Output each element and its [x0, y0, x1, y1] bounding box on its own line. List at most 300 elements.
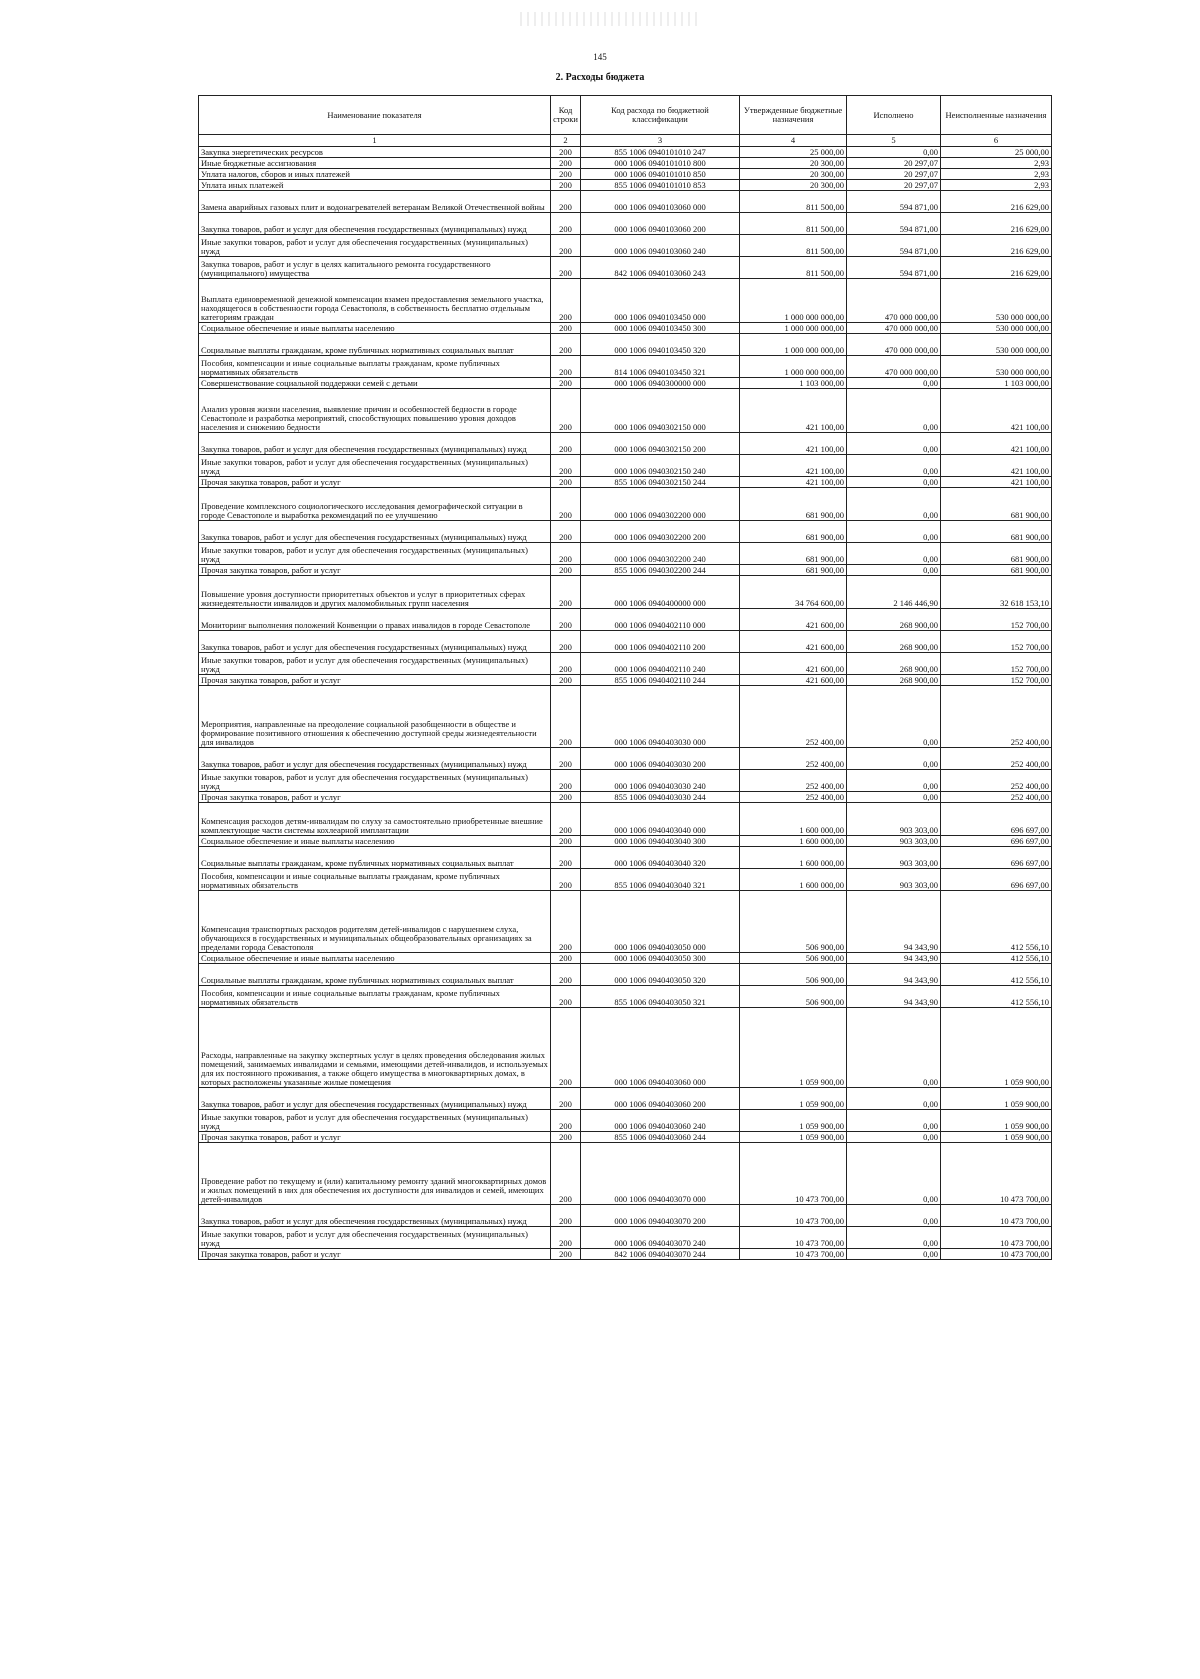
cell-executed: 0,00: [847, 1227, 941, 1249]
cell-line-code: 200: [551, 158, 581, 169]
table-row: [199, 609, 1052, 631]
cell-budget-code: 000 1006 0940403060 240: [581, 1110, 740, 1132]
cell-name: Прочая закупка товаров, работ и услуг: [199, 565, 551, 576]
table-row: [199, 1249, 1052, 1260]
header-name: Наименование показателя: [199, 96, 551, 135]
column-number: 3: [581, 135, 740, 147]
cell-name: Иные закупки товаров, работ и услуг для обеспечения государственных (муниципальных) нужд: [199, 1227, 551, 1249]
cell-approved: 252 400,00: [740, 770, 847, 792]
cell-line-code: 200: [551, 213, 581, 235]
cell-executed: 470 000 000,00: [847, 356, 941, 378]
cell-executed: 268 900,00: [847, 653, 941, 675]
cell-name: Прочая закупка товаров, работ и услуг: [199, 1132, 551, 1143]
cell-executed: 470 000 000,00: [847, 323, 941, 334]
cell-budget-code: 000 1006 0940403040 000: [581, 803, 740, 836]
cell-name: Пособия, компенсации и иные социальные выплаты гражданам, кроме публичных нормативных обязательств: [199, 869, 551, 891]
cell-executed: 0,00: [847, 748, 941, 770]
cell-line-code: 200: [551, 191, 581, 213]
cell-executed: 0,00: [847, 521, 941, 543]
cell-name: Повышение уровня доступности приоритетных объектов и услуг в приоритетных сферах жизнедеятельности инвалидов и других маломобильных групп населения: [199, 576, 551, 609]
cell-name: Иные закупки товаров, работ и услуг для обеспечения государственных (муниципальных) нужд: [199, 1110, 551, 1132]
cell-name: Прочая закупка товаров, работ и услуг: [199, 792, 551, 803]
cell-name: Закупка товаров, работ и услуг для обеспечения государственных (муниципальных) нужд: [199, 433, 551, 455]
cell-name: Мероприятия, направленные на преодоление социальной разобщенности в обществе и формирование позитивного отношения к обеспечению доступной среды жизнедеятельности для инвалидов: [199, 686, 551, 748]
cell-approved: 811 500,00: [740, 213, 847, 235]
cell-budget-code: 000 1006 0940302200 200: [581, 521, 740, 543]
cell-budget-code: 000 1006 0940101010 850: [581, 169, 740, 180]
cell-budget-code: 842 1006 0940103060 243: [581, 257, 740, 279]
table-row: [199, 279, 1052, 323]
cell-executed: 0,00: [847, 1088, 941, 1110]
cell-unexecuted: 152 700,00: [941, 631, 1052, 653]
cell-line-code: 200: [551, 1088, 581, 1110]
cell-line-code: 200: [551, 631, 581, 653]
cell-unexecuted: 25 000,00: [941, 147, 1052, 158]
cell-budget-code: 000 1006 0940403030 240: [581, 770, 740, 792]
cell-budget-code: 855 1006 0940403060 244: [581, 1132, 740, 1143]
cell-line-code: 200: [551, 257, 581, 279]
header-unexecuted: Неисполненные назначения: [941, 96, 1052, 135]
cell-name: Проведение работ по текущему и (или) капитальному ремонту зданий многоквартирных домов и жилых помещений в них для обеспечения их доступности для инвалидов и семей, имеющих детей-инвалидов: [199, 1143, 551, 1205]
cell-executed: 0,00: [847, 147, 941, 158]
cell-budget-code: 855 1006 0940403030 244: [581, 792, 740, 803]
cell-budget-code: 000 1006 0940402110 200: [581, 631, 740, 653]
cell-unexecuted: 2,93: [941, 180, 1052, 191]
cell-line-code: 200: [551, 770, 581, 792]
cell-line-code: 200: [551, 543, 581, 565]
cell-approved: 681 900,00: [740, 488, 847, 521]
column-number: 2: [551, 135, 581, 147]
cell-budget-code: 814 1006 0940103450 321: [581, 356, 740, 378]
cell-executed: 903 303,00: [847, 869, 941, 891]
cell-line-code: 200: [551, 986, 581, 1008]
table-row: [199, 433, 1052, 455]
table-row: [199, 675, 1052, 686]
cell-approved: 421 600,00: [740, 631, 847, 653]
cell-budget-code: 000 1006 0940403050 300: [581, 953, 740, 964]
cell-budget-code: 000 1006 0940403070 240: [581, 1227, 740, 1249]
cell-line-code: 200: [551, 378, 581, 389]
cell-line-code: 200: [551, 675, 581, 686]
column-number: 1: [199, 135, 551, 147]
cell-budget-code: 000 1006 0940403040 320: [581, 847, 740, 869]
cell-approved: 506 900,00: [740, 953, 847, 964]
cell-approved: 1 059 900,00: [740, 1132, 847, 1143]
cell-line-code: 200: [551, 1008, 581, 1088]
cell-line-code: 200: [551, 576, 581, 609]
cell-line-code: 200: [551, 1227, 581, 1249]
cell-name: Проведение комплексного социологического исследования демографической ситуации в городе Севастополе и выработка рекомендаций по ее улучшению: [199, 488, 551, 521]
table-row: [199, 334, 1052, 356]
cell-approved: 506 900,00: [740, 891, 847, 953]
table-row: [199, 1110, 1052, 1132]
table-row: [199, 323, 1052, 334]
cell-approved: 1 600 000,00: [740, 803, 847, 836]
cell-line-code: 200: [551, 180, 581, 191]
cell-name: Закупка товаров, работ и услуг в целях капитального ремонта государственного (муниципального) имущества: [199, 257, 551, 279]
table-row: [199, 257, 1052, 279]
cell-name: Мониторинг выполнения положений Конвенции о правах инвалидов в городе Севастополе: [199, 609, 551, 631]
cell-budget-code: 000 1006 0940103060 000: [581, 191, 740, 213]
cell-executed: 594 871,00: [847, 191, 941, 213]
table-row: [199, 686, 1052, 748]
column-number: 5: [847, 135, 941, 147]
cell-unexecuted: 216 629,00: [941, 213, 1052, 235]
cell-budget-code: 000 1006 0940302150 240: [581, 455, 740, 477]
table-row: [199, 169, 1052, 180]
table-row: [199, 986, 1052, 1008]
cell-executed: 470 000 000,00: [847, 334, 941, 356]
scan-artifact: [520, 12, 700, 26]
cell-executed: 0,00: [847, 455, 941, 477]
cell-budget-code: 855 1006 0940403050 321: [581, 986, 740, 1008]
cell-unexecuted: 216 629,00: [941, 257, 1052, 279]
cell-executed: 94 343,90: [847, 964, 941, 986]
cell-name: Закупка товаров, работ и услуг для обеспечения государственных (муниципальных) нужд: [199, 1205, 551, 1227]
cell-approved: 1 000 000 000,00: [740, 323, 847, 334]
cell-unexecuted: 10 473 700,00: [941, 1143, 1052, 1205]
cell-executed: 0,00: [847, 1249, 941, 1260]
table-row: [199, 1008, 1052, 1088]
cell-unexecuted: 421 100,00: [941, 455, 1052, 477]
cell-name: Прочая закупка товаров, работ и услуг: [199, 477, 551, 488]
cell-name: Закупка товаров, работ и услуг для обеспечения государственных (муниципальных) нужд: [199, 631, 551, 653]
table-row: [199, 631, 1052, 653]
cell-budget-code: 000 1006 0940103450 000: [581, 279, 740, 323]
cell-approved: 681 900,00: [740, 565, 847, 576]
cell-line-code: 200: [551, 653, 581, 675]
cell-name: Иные бюджетные ассигнования: [199, 158, 551, 169]
table-row: [199, 455, 1052, 477]
cell-line-code: 200: [551, 488, 581, 521]
table-row: [199, 565, 1052, 576]
cell-name: Иные закупки товаров, работ и услуг для обеспечения государственных (муниципальных) нужд: [199, 770, 551, 792]
cell-approved: 681 900,00: [740, 521, 847, 543]
cell-unexecuted: 216 629,00: [941, 235, 1052, 257]
cell-unexecuted: 1 059 900,00: [941, 1132, 1052, 1143]
column-number: 6: [941, 135, 1052, 147]
cell-executed: 0,00: [847, 477, 941, 488]
cell-executed: 20 297,07: [847, 169, 941, 180]
cell-unexecuted: 412 556,10: [941, 891, 1052, 953]
cell-executed: 20 297,07: [847, 180, 941, 191]
cell-approved: 1 600 000,00: [740, 869, 847, 891]
cell-unexecuted: 1 059 900,00: [941, 1008, 1052, 1088]
cell-executed: 594 871,00: [847, 213, 941, 235]
cell-budget-code: 855 1006 0940302200 244: [581, 565, 740, 576]
cell-executed: 268 900,00: [847, 675, 941, 686]
cell-executed: 0,00: [847, 433, 941, 455]
cell-line-code: 200: [551, 836, 581, 847]
cell-line-code: 200: [551, 279, 581, 323]
cell-executed: 94 343,90: [847, 953, 941, 964]
cell-line-code: 200: [551, 389, 581, 433]
cell-executed: 903 303,00: [847, 836, 941, 847]
cell-executed: 0,00: [847, 488, 941, 521]
cell-unexecuted: 252 400,00: [941, 770, 1052, 792]
cell-unexecuted: 152 700,00: [941, 653, 1052, 675]
cell-line-code: 200: [551, 609, 581, 631]
cell-approved: 25 000,00: [740, 147, 847, 158]
cell-line-code: 200: [551, 477, 581, 488]
cell-name: Замена аварийных газовых плит и водонагревателей ветеранам Великой Отечественной войны: [199, 191, 551, 213]
cell-approved: 1 059 900,00: [740, 1110, 847, 1132]
cell-name: Иные закупки товаров, работ и услуг для обеспечения государственных (муниципальных) нужд: [199, 653, 551, 675]
cell-unexecuted: 530 000 000,00: [941, 334, 1052, 356]
cell-name: Социальное обеспечение и иные выплаты населению: [199, 323, 551, 334]
cell-unexecuted: 696 697,00: [941, 803, 1052, 836]
cell-name: Пособия, компенсации и иные социальные выплаты гражданам, кроме публичных нормативных обязательств: [199, 356, 551, 378]
cell-approved: 1 000 000 000,00: [740, 356, 847, 378]
cell-unexecuted: 10 473 700,00: [941, 1227, 1052, 1249]
cell-budget-code: 855 1006 0940402110 244: [581, 675, 740, 686]
cell-approved: 506 900,00: [740, 986, 847, 1008]
cell-unexecuted: 421 100,00: [941, 433, 1052, 455]
table-row: [199, 147, 1052, 158]
cell-unexecuted: 412 556,10: [941, 964, 1052, 986]
cell-approved: 421 100,00: [740, 389, 847, 433]
cell-name: Закупка товаров, работ и услуг для обеспечения государственных (муниципальных) нужд: [199, 213, 551, 235]
cell-approved: 1 600 000,00: [740, 836, 847, 847]
cell-unexecuted: 2,93: [941, 169, 1052, 180]
cell-approved: 421 600,00: [740, 675, 847, 686]
cell-line-code: 200: [551, 323, 581, 334]
cell-name: Уплата иных платежей: [199, 180, 551, 191]
cell-budget-code: 000 1006 0940302200 240: [581, 543, 740, 565]
cell-approved: 252 400,00: [740, 792, 847, 803]
document-title: 2. Расходы бюджета: [555, 72, 645, 83]
cell-approved: 20 300,00: [740, 158, 847, 169]
cell-unexecuted: 681 900,00: [941, 521, 1052, 543]
cell-executed: 0,00: [847, 1008, 941, 1088]
cell-unexecuted: 421 100,00: [941, 389, 1052, 433]
cell-budget-code: 000 1006 0940400000 000: [581, 576, 740, 609]
cell-line-code: 200: [551, 169, 581, 180]
cell-unexecuted: 530 000 000,00: [941, 279, 1052, 323]
cell-budget-code: 000 1006 0940403030 000: [581, 686, 740, 748]
table-row: [199, 836, 1052, 847]
cell-executed: 903 303,00: [847, 803, 941, 836]
cell-budget-code: 842 1006 0940403070 244: [581, 1249, 740, 1260]
cell-unexecuted: 2,93: [941, 158, 1052, 169]
cell-executed: 2 146 446,90: [847, 576, 941, 609]
header-executed: Исполнено: [847, 96, 941, 135]
cell-budget-code: 000 1006 0940403070 200: [581, 1205, 740, 1227]
cell-name: Социальное обеспечение и иные выплаты населению: [199, 953, 551, 964]
cell-line-code: 200: [551, 847, 581, 869]
cell-executed: 0,00: [847, 543, 941, 565]
table-row: [199, 356, 1052, 378]
cell-line-code: 200: [551, 869, 581, 891]
cell-executed: 594 871,00: [847, 235, 941, 257]
cell-unexecuted: 1 059 900,00: [941, 1088, 1052, 1110]
cell-executed: 94 343,90: [847, 891, 941, 953]
cell-line-code: 200: [551, 953, 581, 964]
cell-name: Прочая закупка товаров, работ и услуг: [199, 675, 551, 686]
cell-approved: 421 100,00: [740, 455, 847, 477]
cell-approved: 20 300,00: [740, 169, 847, 180]
column-number: 4: [740, 135, 847, 147]
cell-unexecuted: 252 400,00: [941, 748, 1052, 770]
cell-unexecuted: 412 556,10: [941, 953, 1052, 964]
table-row: [199, 1205, 1052, 1227]
table-row: [199, 213, 1052, 235]
cell-line-code: 200: [551, 565, 581, 576]
table-row: [199, 180, 1052, 191]
table-row: [199, 1143, 1052, 1205]
cell-approved: 10 473 700,00: [740, 1249, 847, 1260]
cell-unexecuted: 252 400,00: [941, 686, 1052, 748]
cell-unexecuted: 530 000 000,00: [941, 356, 1052, 378]
table-row: [199, 389, 1052, 433]
cell-unexecuted: 696 697,00: [941, 836, 1052, 847]
cell-budget-code: 000 1006 0940403060 000: [581, 1008, 740, 1088]
cell-executed: 0,00: [847, 378, 941, 389]
cell-executed: 0,00: [847, 686, 941, 748]
cell-budget-code: 000 1006 0940103060 200: [581, 213, 740, 235]
cell-name: Иные закупки товаров, работ и услуг для обеспечения государственных (муниципальных) нужд: [199, 543, 551, 565]
cell-approved: 1 000 000 000,00: [740, 279, 847, 323]
cell-budget-code: 000 1006 0940103450 320: [581, 334, 740, 356]
header-approved: Утвержденные бюджетные назначения: [740, 96, 847, 135]
table-header-row: [199, 96, 1052, 135]
column-numbers-row: [199, 135, 1052, 147]
cell-unexecuted: 421 100,00: [941, 477, 1052, 488]
table-row: [199, 953, 1052, 964]
cell-executed: 0,00: [847, 1132, 941, 1143]
cell-name: Социальные выплаты гражданам, кроме публичных нормативных социальных выплат: [199, 334, 551, 356]
cell-unexecuted: 681 900,00: [941, 543, 1052, 565]
table-row: [199, 748, 1052, 770]
cell-unexecuted: 252 400,00: [941, 792, 1052, 803]
page-number: 145: [593, 52, 607, 62]
cell-line-code: 200: [551, 686, 581, 748]
cell-approved: 1 600 000,00: [740, 847, 847, 869]
table-row: [199, 1132, 1052, 1143]
cell-executed: 268 900,00: [847, 609, 941, 631]
cell-line-code: 200: [551, 356, 581, 378]
header-budget-code: Код расхода по бюджетной классификации: [581, 96, 740, 135]
table-row: [199, 488, 1052, 521]
cell-approved: 34 764 600,00: [740, 576, 847, 609]
table-row: [199, 891, 1052, 953]
table-row: [199, 1227, 1052, 1249]
cell-name: Выплата единовременной денежной компенсации взамен предоставления земельного участка, находящегося в собственности города Севастополя, в собственность бесплатно отдельным категориям граждан: [199, 279, 551, 323]
cell-line-code: 200: [551, 891, 581, 953]
cell-approved: 1 059 900,00: [740, 1088, 847, 1110]
cell-line-code: 200: [551, 1249, 581, 1260]
cell-executed: 470 000 000,00: [847, 279, 941, 323]
cell-budget-code: 855 1006 0940101010 247: [581, 147, 740, 158]
cell-budget-code: 000 1006 0940302200 000: [581, 488, 740, 521]
cell-name: Закупка товаров, работ и услуг для обеспечения государственных (муниципальных) нужд: [199, 748, 551, 770]
cell-line-code: 200: [551, 1132, 581, 1143]
table-row: [199, 477, 1052, 488]
cell-line-code: 200: [551, 147, 581, 158]
cell-approved: 1 103 000,00: [740, 378, 847, 389]
cell-executed: 0,00: [847, 565, 941, 576]
cell-line-code: 200: [551, 455, 581, 477]
cell-executed: 94 343,90: [847, 986, 941, 1008]
cell-budget-code: 855 1006 0940403040 321: [581, 869, 740, 891]
cell-name: Расходы, направленные на закупку экспертных услуг в целях проведения обследования жилых помещений, занимаемых инвалидами и семьями, имеющими детей-инвалидов, и используемых для их постоянного проживания, а также общего имущества в многоквартирных домах, в которых расположены указанные жилые помещения: [199, 1008, 551, 1088]
cell-approved: 252 400,00: [740, 686, 847, 748]
cell-line-code: 200: [551, 521, 581, 543]
cell-unexecuted: 32 618 153,10: [941, 576, 1052, 609]
cell-approved: 506 900,00: [740, 964, 847, 986]
cell-unexecuted: 216 629,00: [941, 191, 1052, 213]
cell-unexecuted: 1 059 900,00: [941, 1110, 1052, 1132]
cell-budget-code: 000 1006 0940403070 000: [581, 1143, 740, 1205]
cell-line-code: 200: [551, 1205, 581, 1227]
cell-executed: 903 303,00: [847, 847, 941, 869]
table-row: [199, 847, 1052, 869]
cell-name: Компенсация транспортных расходов родителям детей-инвалидов с нарушением слуха, обучающихся в государственных и муниципальных общеобразовательных организациях за пределами города Севастополя: [199, 891, 551, 953]
cell-approved: 10 473 700,00: [740, 1227, 847, 1249]
cell-name: Иные закупки товаров, работ и услуг для обеспечения государственных (муниципальных) нужд: [199, 235, 551, 257]
cell-budget-code: 000 1006 0940403030 200: [581, 748, 740, 770]
cell-budget-code: 000 1006 0940403050 320: [581, 964, 740, 986]
table-row: [199, 803, 1052, 836]
table-row: [199, 770, 1052, 792]
cell-unexecuted: 1 103 000,00: [941, 378, 1052, 389]
cell-line-code: 200: [551, 964, 581, 986]
cell-unexecuted: 10 473 700,00: [941, 1249, 1052, 1260]
table-row: [199, 964, 1052, 986]
cell-budget-code: 000 1006 0940402110 240: [581, 653, 740, 675]
cell-unexecuted: 412 556,10: [941, 986, 1052, 1008]
cell-name: Социальное обеспечение и иные выплаты населению: [199, 836, 551, 847]
cell-budget-code: 000 1006 0940101010 800: [581, 158, 740, 169]
cell-approved: 421 600,00: [740, 653, 847, 675]
cell-unexecuted: 681 900,00: [941, 488, 1052, 521]
cell-executed: 20 297,07: [847, 158, 941, 169]
table-row: [199, 869, 1052, 891]
cell-line-code: 200: [551, 334, 581, 356]
cell-executed: 0,00: [847, 792, 941, 803]
cell-name: Анализ уровня жизни населения, выявление причин и особенностей бедности в городе Севастополе и разработка мероприятий, способствующих повышению уровня доходов населения и снижению бедности: [199, 389, 551, 433]
cell-approved: 421 100,00: [740, 433, 847, 455]
cell-name: Закупка энергетических ресурсов: [199, 147, 551, 158]
budget-expenses-table: [198, 95, 1052, 1260]
table-row: [199, 1088, 1052, 1110]
cell-budget-code: 000 1006 0940402110 000: [581, 609, 740, 631]
cell-budget-code: 855 1006 0940101010 853: [581, 180, 740, 191]
cell-budget-code: 000 1006 0940103060 240: [581, 235, 740, 257]
cell-name: Закупка товаров, работ и услуг для обеспечения государственных (муниципальных) нужд: [199, 1088, 551, 1110]
cell-approved: 20 300,00: [740, 180, 847, 191]
cell-name: Уплата налогов, сборов и иных платежей: [199, 169, 551, 180]
cell-line-code: 200: [551, 792, 581, 803]
cell-budget-code: 855 1006 0940302150 244: [581, 477, 740, 488]
cell-budget-code: 000 1006 0940103450 300: [581, 323, 740, 334]
header-line-code: Код строки: [551, 96, 581, 135]
cell-approved: 252 400,00: [740, 748, 847, 770]
cell-unexecuted: 152 700,00: [941, 609, 1052, 631]
cell-approved: 1 059 900,00: [740, 1008, 847, 1088]
cell-unexecuted: 152 700,00: [941, 675, 1052, 686]
cell-name: Иные закупки товаров, работ и услуг для обеспечения государственных (муниципальных) нужд: [199, 455, 551, 477]
cell-executed: 268 900,00: [847, 631, 941, 653]
cell-executed: 0,00: [847, 770, 941, 792]
cell-executed: 0,00: [847, 1110, 941, 1132]
cell-line-code: 200: [551, 1143, 581, 1205]
cell-name: Совершенствование социальной поддержки семей с детьми: [199, 378, 551, 389]
table-row: [199, 235, 1052, 257]
cell-unexecuted: 696 697,00: [941, 847, 1052, 869]
cell-budget-code: 000 1006 0940302150 200: [581, 433, 740, 455]
cell-name: Социальные выплаты гражданам, кроме публичных нормативных социальных выплат: [199, 964, 551, 986]
